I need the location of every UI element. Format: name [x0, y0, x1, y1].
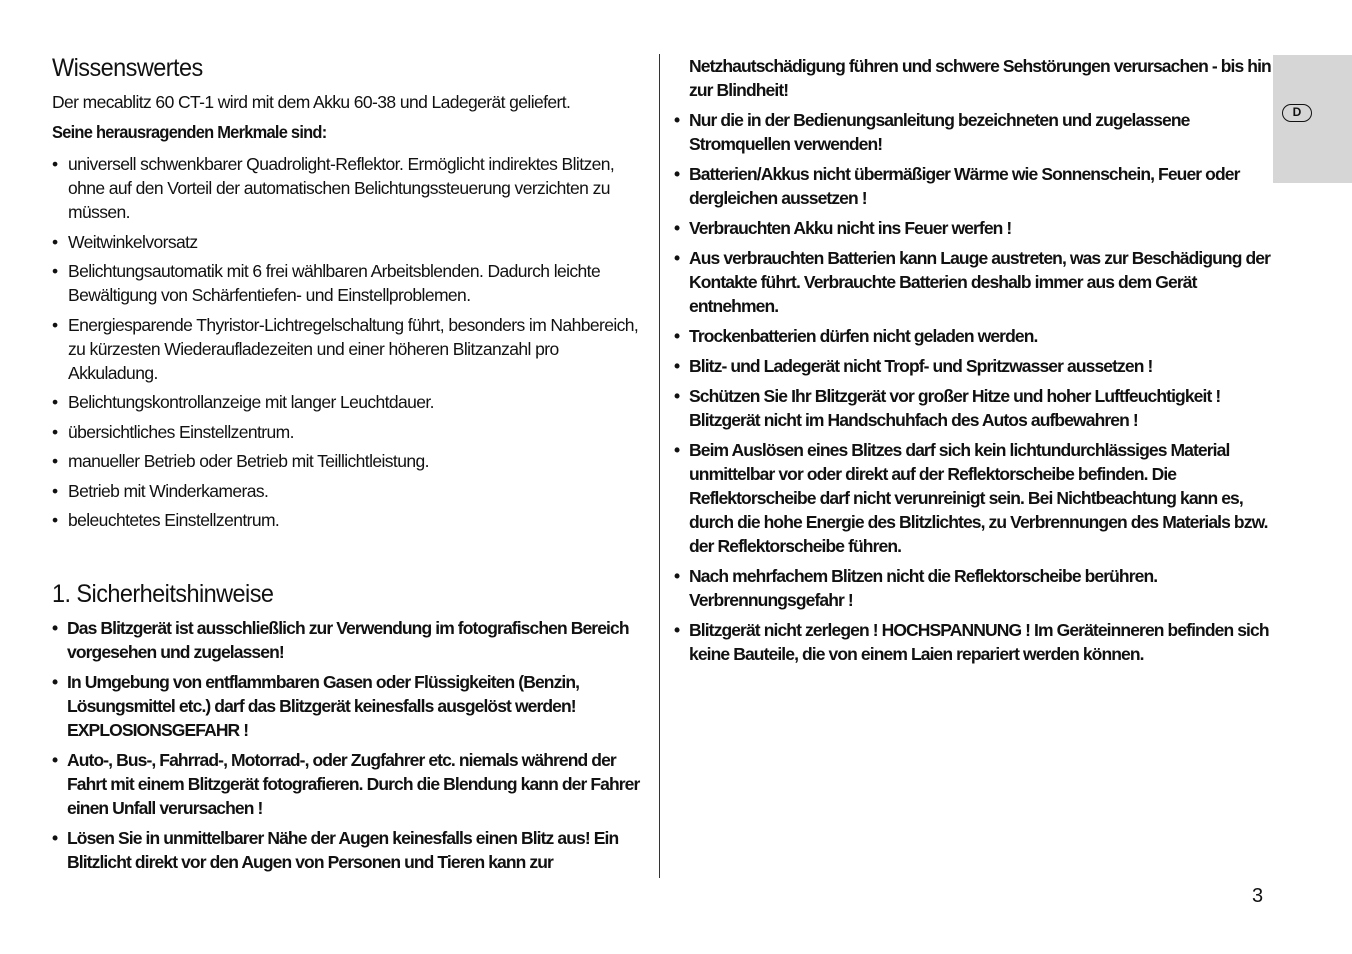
section-heading-wissenswertes: Wissenswertes [52, 54, 203, 82]
list-item: • Verbrauchten Akku nicht ins Feuer werfen ! [674, 218, 1012, 238]
left-column [52, 52, 648, 880]
bullet: • [674, 620, 680, 640]
bullet: • [52, 827, 58, 848]
bullet: • [52, 451, 58, 471]
bullet: • [52, 392, 58, 412]
bullet: • [52, 480, 58, 501]
bullet: • [674, 566, 680, 586]
bullet: • [52, 261, 58, 281]
bullet: • [52, 671, 58, 692]
list-item: • Weitwinkelvorsatz [52, 231, 198, 252]
list-item: • Nur die in der Bedienungsanleitung bezeichneten und zugelassene Stromquellen verwenden! [674, 110, 1190, 154]
list-item: • Blitz- und Ladegerät nicht Tropf- und Spritzwasser aussetzen ! [674, 356, 1153, 376]
list-item: • Lösen Sie in unmittelbarer Nähe der Augen keinesfalls einen Blitz aus! Ein Blitzlicht direkt vor den Augen von Personen und Tieren kann zur [52, 827, 619, 872]
section-spacer [52, 538, 648, 578]
list-item: • universell schwenkbarer Quadrolight-Reflektor. Ermöglicht indirektes Blitzen, ohne auf den Vorteil der automatischen Belichtungssteuerung verzichten zu müssen. [52, 154, 615, 222]
safety-list-right [674, 108, 1272, 666]
list-item: • Aus verbrauchten Batterien kann Lauge austreten, was zur Beschädigung der Kontakte führt. Verbrauchte Batterien deshalb immer aus dem Gerät entnehmen. [674, 248, 1270, 316]
list-item: • Belichtungsautomatik mit 6 frei wählbaren Arbeitsblenden. Dadurch leichte Bewältigung von Schärfentiefen- und Einstellproblemen. [52, 261, 601, 305]
section-heading-safety: 1. Sicherheitshinweise [52, 579, 274, 608]
list-item: • manueller Betrieb oder Betrieb mit Teillichtleistung. [52, 451, 429, 471]
bullet: • [674, 326, 680, 346]
bullet: • [52, 314, 58, 335]
list-item: • Das Blitzgerät ist ausschließlich zur Verwendung im fotografischen Bereich vorgesehen und zugelassen! [52, 617, 629, 662]
bullet: • [674, 218, 680, 238]
bullet: • [674, 386, 680, 406]
list-item: • beleuchtetes Einstellzentrum. [52, 510, 280, 530]
bullet: • [52, 749, 58, 770]
language-badge: D [1282, 104, 1312, 122]
column-divider [659, 54, 660, 878]
bullet: • [52, 231, 58, 252]
features-list [52, 152, 648, 532]
bullet: • [52, 154, 58, 174]
list-item: • Blitzgerät nicht zerlegen ! HOCHSPANNUNG ! Im Geräteinneren befinden sich keine Bauteile, die von einem Laien repariert werden können. [674, 620, 1269, 664]
list-item: • Trockenbatterien dürfen nicht geladen werden. [674, 326, 1038, 346]
list-item: • übersichtliches Einstellzentrum. [52, 421, 294, 442]
list-item: • Energiesparende Thyristor-Lichtregelschaltung führt, besonders im Nahbereich, zu kürzesten Wiederaufladezeiten und einer höheren Blitzanzahl pro Akkuladung. [52, 314, 639, 383]
intro-text: Der mecablitz 60 CT-1 wird mit dem Akku 60-38 und Ladegerät geliefert. [52, 92, 571, 112]
list-item: • Auto-, Bus-, Fahrrad-, Motorrad-, oder Zugfahrer etc. niemals während der Fahrt mit einem Blitzgerät fotografieren. Durch die Blendung kann der Fahrer einen Unfall verursachen ! [52, 749, 640, 818]
list-item: • Batterien/Akkus nicht übermäßiger Wärme wie Sonnenschein, Feuer oder dergleichen aussetzen ! [674, 164, 1240, 208]
bullet: • [52, 510, 58, 530]
bullet: • [674, 164, 680, 184]
page-number: 3 [1252, 885, 1264, 907]
right-column [674, 54, 1272, 672]
bullet: • [674, 248, 680, 268]
continued-text: Netzhautschädigung führen und schwere Sehstörungen verursachen - bis hin zur Blindheit! [689, 56, 1271, 100]
bullet: • [674, 440, 680, 460]
list-item: • Nach mehrfachem Blitzen nicht die Reflektorscheibe berühren. Verbrennungsgefahr ! [674, 566, 1158, 610]
list-item: • In Umgebung von entflammbaren Gasen oder Flüssigkeiten (Benzin, Lösungsmittel etc.) darf das Blitzgerät keinesfalls ausgelöst werden! EXPLOSIONSGEFAHR ! [52, 671, 580, 740]
list-item: • Schützen Sie Ihr Blitzgerät vor großer Hitze und hoher Luftfeuchtigkeit ! Blitzgerät nicht im Handschuhfach des Autos aufbewahren ! [674, 386, 1221, 430]
list-item: • Betrieb mit Winderkameras. [52, 480, 269, 501]
bullet: • [674, 356, 680, 376]
bullet: • [674, 110, 680, 130]
list-item: • Beim Auslösen eines Blitzes darf sich kein lichtundurchlässiges Material unmittelbar vor oder direkt auf der Reflektorscheibe befinden. Die Reflektorscheibe darf nicht verunreinigt sein. Bei Nichtbeachtung kann es, durch die hohe Energie des Blitzlichtes, zu Verbrennungen des Materials bzw. der Reflektorscheibe führen. [674, 440, 1268, 556]
safety-list-left [52, 616, 648, 874]
list-item: • Belichtungskontrollanzeige mit langer Leuchtdauer. [52, 392, 434, 412]
bullet: • [52, 421, 58, 442]
bullet: • [52, 617, 58, 638]
features-subheading: Seine herausragenden Merkmale sind: [52, 122, 327, 142]
